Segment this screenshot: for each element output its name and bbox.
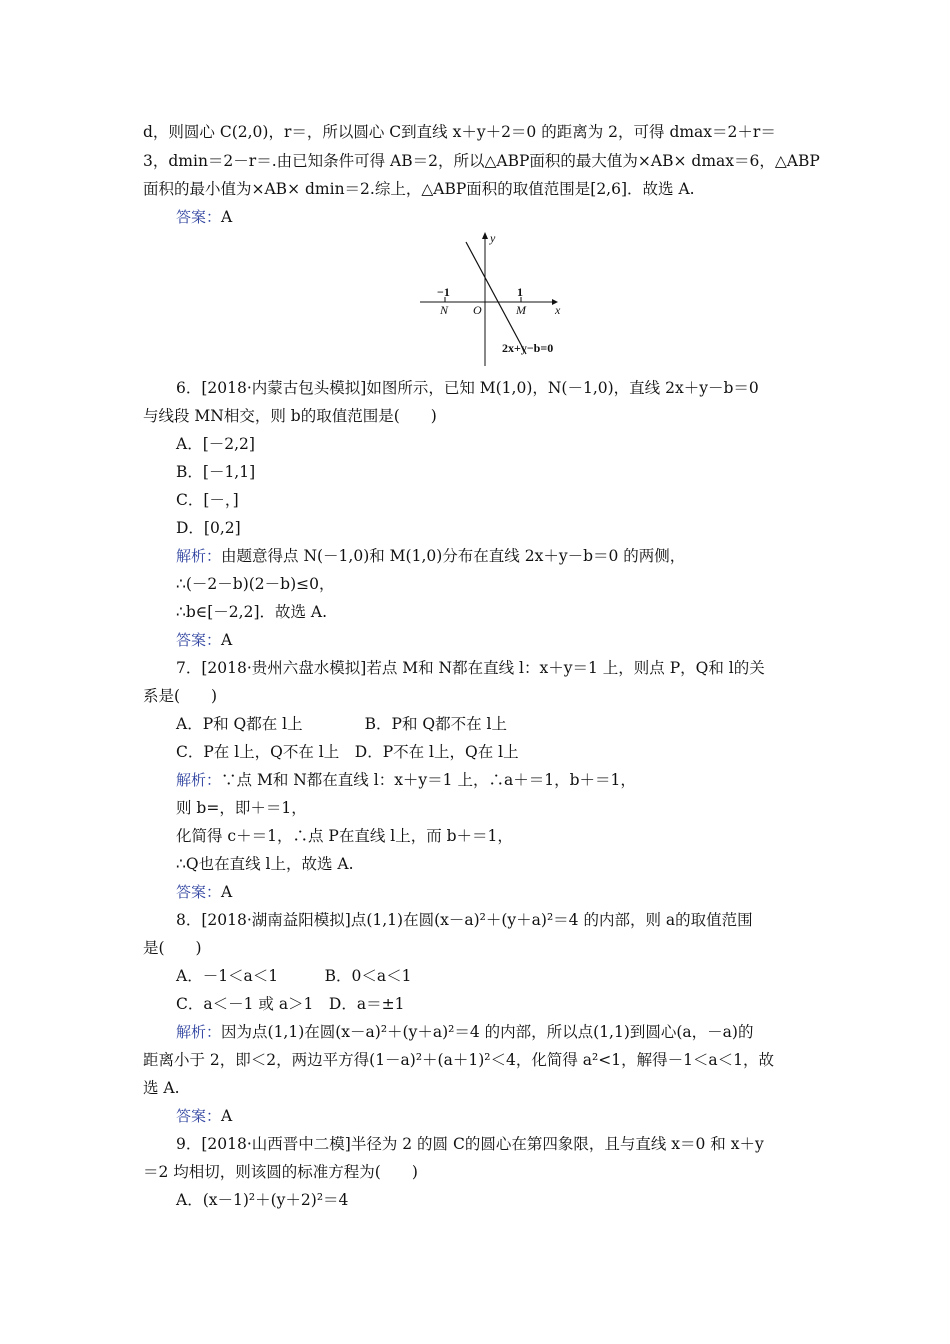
line-text: A: [221, 208, 233, 226]
line-text: ∴(－2－b)(2－b)≤0，: [176, 575, 335, 593]
line-text: ＝2 均相切，则该圆的标准方程为( ): [143, 1163, 418, 1181]
origin-label: O: [473, 303, 482, 317]
text-line: [143, 1162, 418, 1182]
line-text: 选 A.: [143, 1079, 180, 1097]
line-text: 9．[2018·山西晋中二模]半径为 2 的圆 C的圆心在第四象限，且与直线 x＝0 和 x＋y: [176, 1135, 764, 1153]
tick-label-one: 1: [517, 285, 523, 299]
solution-line: [176, 1022, 753, 1042]
text-line: [176, 518, 241, 538]
line-text: 因为点(1,1)在圆(x－a)²＋(y＋a)²＝4 的内部，所以点(1,1)到圆心(a，－a)的: [221, 1023, 754, 1041]
line-text: A: [221, 1107, 233, 1125]
text-line: [176, 490, 239, 510]
text-line: [176, 826, 513, 846]
line-equation-label: 2x+y−b=0: [502, 341, 554, 355]
text-line: [176, 742, 519, 762]
line-text: A: [221, 631, 233, 649]
text-line: [176, 854, 354, 874]
line-text: C．[－，]: [176, 491, 239, 509]
line-text: ∵点 M和 N都在直线 l：x＋y＝1 上，∴a＋＝1，b＋＝1，: [221, 771, 636, 789]
text-line: [143, 406, 437, 426]
answer-line: [176, 630, 232, 650]
answer-label: 答案：: [176, 883, 222, 901]
line-text: ∴Q也在直线 l上，故选 A.: [176, 855, 354, 873]
text-line: [143, 938, 202, 958]
line-text: d，则圆心 C(2,0)，r＝，所以圆心 C到直线 x＋y＋2＝0 的距离为 2，可得 dmax＝2＋r＝: [143, 123, 776, 141]
line-text: A．－1＜a＜1 B．0＜a＜1: [176, 967, 412, 985]
solution-label: 解析：: [176, 771, 222, 789]
line-text: C．a＜－1 或 a＞1 D．a＝±1: [176, 995, 405, 1013]
answer-line: [176, 882, 232, 902]
solution-line: [176, 770, 636, 790]
answer-line: [176, 1106, 232, 1126]
text-line: [176, 462, 255, 482]
line-text: D．[0,2]: [176, 519, 241, 537]
text-line: [176, 1190, 348, 1210]
text-line: [176, 434, 255, 454]
text-line: [143, 122, 776, 142]
text-line: [176, 658, 765, 678]
text-line: [176, 714, 507, 734]
text-line: [176, 910, 753, 930]
solution-label: 解析：: [176, 547, 222, 565]
line-text: 8．[2018·湖南益阳模拟]点(1,1)在圆(x－a)²＋(y＋a)²＝4 的内部，则 a的取值范围: [176, 911, 753, 929]
line-text: 7．[2018·贵州六盘水模拟]若点 M和 N都在直线 l：x＋y＝1 上，则点 P，Q和 l的关: [176, 659, 765, 677]
point-m-label: M: [516, 303, 526, 317]
line-text: 则 b=，即＋＝1，: [176, 799, 307, 817]
tick-label-neg-one: −1: [437, 285, 450, 299]
answer-label: 答案：: [176, 631, 222, 649]
line-text: ∴b∈[－2,2]．故选 A.: [176, 603, 328, 621]
line-text: 是( ): [143, 939, 202, 957]
text-line: [143, 151, 820, 171]
solution-label: 解析：: [176, 1023, 222, 1041]
coordinate-figure: [418, 226, 568, 371]
line-text: C．P在 l上，Q不在 l上 D．P不在 l上，Q在 l上: [176, 743, 519, 761]
x-axis-label: x: [555, 303, 561, 317]
text-line: [176, 378, 759, 398]
line-text: 面积的最小值为×AB× dmin＝2.综上，△ABP面积的取值范围是[2,6]．故选 A.: [143, 180, 695, 198]
answer-line: [176, 207, 232, 227]
answer-label: 答案：: [176, 208, 222, 226]
text-line: [176, 574, 334, 594]
text-line: [176, 994, 404, 1014]
text-line: [176, 1134, 764, 1154]
line-text: A．P和 Q都在 l上 B．P和 Q都不在 l上: [176, 715, 507, 733]
point-n-label: N: [440, 303, 449, 317]
line-text: 化简得 c＋＝1，∴点 P在直线 l上，而 b＋＝1，: [176, 827, 513, 845]
text-line: [143, 179, 695, 199]
text-line: [176, 602, 327, 622]
line-text: A．(x－1)²＋(y＋2)²＝4: [176, 1191, 349, 1209]
line-text: B．[－1,1]: [176, 463, 256, 481]
text-line: [143, 1050, 774, 1070]
text-line: [176, 798, 307, 818]
y-axis-arrow: [482, 232, 488, 239]
line-text: A．[－2,2]: [176, 435, 255, 453]
text-line: [143, 686, 217, 706]
line-text: 系是( ): [143, 687, 218, 705]
line-text: 由题意得点 N(－1,0)和 M(1,0)分布在直线 2x＋y－b＝0 的两侧，: [221, 547, 686, 565]
line-text: 6．[2018·内蒙古包头模拟]如图所示，已知 M(1,0)，N(－1,0)，直线 2x＋y－b＝0: [176, 379, 759, 397]
y-axis-label: y: [490, 231, 496, 245]
line-text: 距离小于 2，即＜2，两边平方得(1－a)²＋(a＋1)²＜4，化简得 a²<1，解得－1＜a＜1，故: [143, 1051, 775, 1069]
text-line: [176, 966, 412, 986]
text-line: [143, 1078, 180, 1098]
line-text: 3，dmin＝2－r＝.由已知条件可得 AB＝2，所以△ABP面积的最大值为×AB× dmax＝6，△ABP: [143, 152, 820, 170]
line-text: 与线段 MN相交，则 b的取值范围是( ): [143, 407, 437, 425]
answer-label: 答案：: [176, 1107, 222, 1125]
line-text: A: [221, 883, 233, 901]
solution-line: [176, 546, 685, 566]
